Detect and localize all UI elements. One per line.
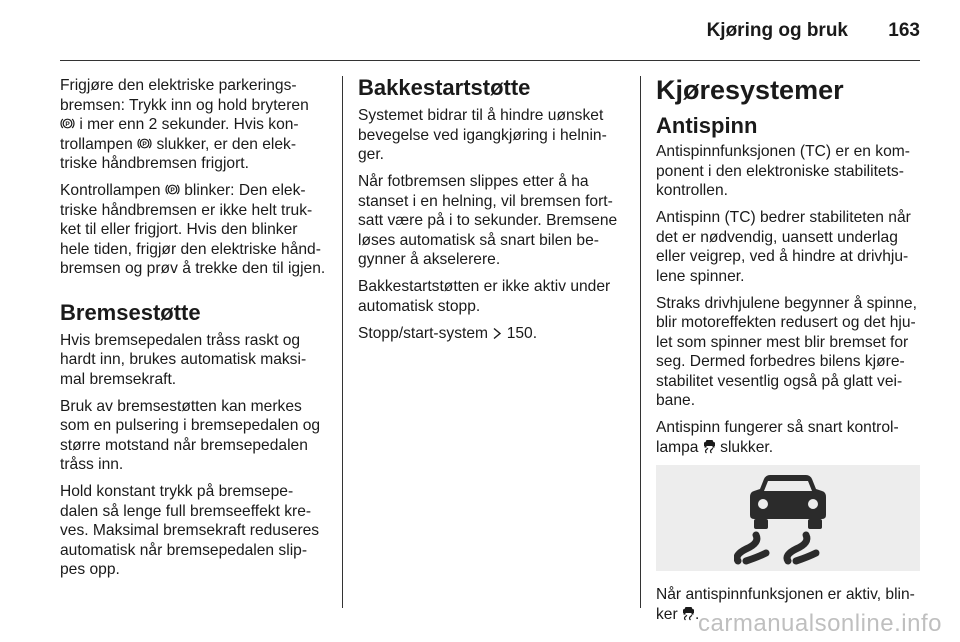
column-3 bbox=[656, 76, 926, 632]
page-reference-arrow-icon bbox=[492, 327, 502, 340]
paragraph: Frigjøre den elektriske parkerings- bremsen: Trykk inn og hold bryteren P i mer enn 2 sekunder. Hvis kon- trollampen P slukker, er den elek- triske håndbremsen frigjort. bbox=[60, 77, 309, 172]
svg-text:P: P bbox=[142, 140, 147, 148]
paragraph: Antispinn (TC) bedrer stabiliteten når det er nødvendig, uansett underlag eller veigrep, ved å hindre at drivhju- lene spinner. bbox=[656, 209, 911, 285]
traction-control-icon bbox=[703, 439, 716, 454]
paragraph: Antispinnfunksjonen (TC) er en kom- ponent i den elektroniske stabilitets- kontrollen. bbox=[656, 143, 910, 199]
paragraph: Systemet bidrar til å hindre uønsket bevegelse ved igangkjøring i helnin- ger. bbox=[358, 107, 607, 163]
column-divider bbox=[640, 76, 641, 608]
paragraph: Antispinn fungerer så snart kontrol- lampa slukker. bbox=[656, 419, 899, 456]
paragraph: Bakkestartstøtten er ikke aktiv under automatisk stopp. bbox=[358, 278, 611, 315]
parking-brake-icon bbox=[137, 136, 152, 151]
parking-brake-icon bbox=[165, 182, 180, 197]
svg-text:P: P bbox=[65, 121, 70, 129]
paragraph: Hvis bremsepedalen tråss raskt og hardt inn, brukes automatisk maksi- mal bremsekraft. bbox=[60, 331, 307, 388]
watermark: carmanualsonline.info bbox=[698, 610, 942, 637]
column-1 bbox=[60, 76, 330, 587]
traction-control-icon bbox=[734, 471, 842, 567]
chapter-title: Kjøresystemer bbox=[656, 75, 844, 105]
svg-text:P: P bbox=[170, 187, 175, 195]
section-heading: Bakkestartstøtte bbox=[358, 75, 531, 100]
traction-control-illustration bbox=[656, 465, 920, 571]
paragraph: Når antispinnfunksjonen er aktiv, blin- ker . bbox=[656, 586, 915, 623]
section-heading: Antispinn bbox=[656, 113, 758, 138]
section-heading: Bremsestøtte bbox=[60, 299, 201, 325]
parking-brake-icon bbox=[60, 116, 75, 131]
section-title: Kjøring og bruk bbox=[706, 20, 848, 41]
paragraph: Bruk av bremsestøtten kan merkes som en pulsering i bremsepedalen og større motstand når bremsepedalen tråss inn. bbox=[60, 397, 321, 473]
cross-reference[interactable]: Stopp/start-system 150. bbox=[358, 324, 538, 342]
page-number: 163 bbox=[888, 20, 920, 41]
paragraph: Kontrollampen P blinker: Den elek- triske håndbremsen er ikke helt truk- ket til eller frigjort. Hvis den blinker hele tiden, frigjør den elektriske hånd- bremsen og prøv å trekke den til igjen. bbox=[60, 182, 326, 277]
column-divider bbox=[342, 76, 343, 608]
paragraph: Straks drivhjulene begynner å spinne, blir motoreffekten redusert og det hju- let som spinner mest blir bremset for seg. Dermed forbedres bilens kjøre- stabilitet vesentlig også på glatt vei- bane. bbox=[656, 294, 917, 409]
header-rule bbox=[60, 60, 920, 61]
page-header bbox=[0, 0, 960, 60]
traction-control-icon bbox=[682, 606, 695, 621]
paragraph: Når fotbremsen slippes etter å ha stanset i en helning, vil bremsen fort- satt være på i to sekunder. Bremsene løses automatisk så snart bilen be- gynner å akselerere. bbox=[358, 173, 618, 268]
column-2 bbox=[358, 76, 628, 351]
paragraph: Hold konstant trykk på bremsepe- dalen så lenge full bremseeffekt kre- ves. Maksimal bremsekraft reduseres automatisk når bremsepedalen slip- pes opp. bbox=[60, 483, 320, 578]
